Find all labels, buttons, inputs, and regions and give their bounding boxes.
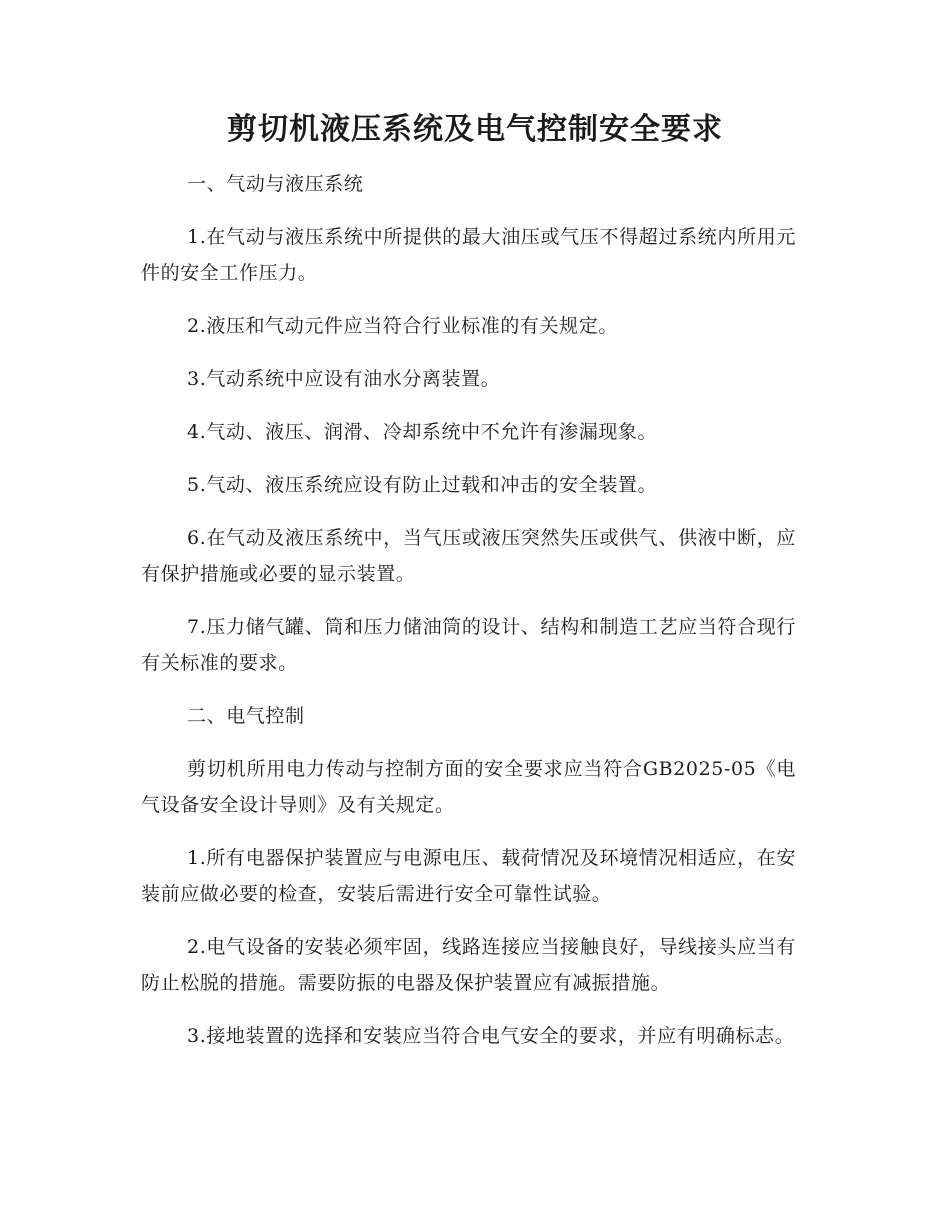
section-heading-pneumatic-hydraulic: 一、气动与液压系统 [187, 173, 364, 195]
paragraph-item-3: 3.气动系统中应设有油水分离装置。 [187, 368, 501, 390]
document-title: 剪切机液压系统及电气控制安全要求 [227, 112, 723, 147]
paragraph-item-1: 1.在气动与液压系统中所提供的最大油压或气压不得超过系统内所用元件的安全工作压力。 [141, 226, 796, 284]
paragraph-item-4: 4.气动、液压、润滑、冷却系统中不允许有渗漏现象。 [187, 421, 658, 443]
paragraph-item-2: 2.液压和气动元件应当符合行业标准的有关规定。 [187, 315, 618, 337]
paragraph-electrical-3: 3.接地装置的选择和安装应当符合电气安全的要求，并应有明确标志。 [187, 1025, 795, 1047]
section-heading-electrical: 二、电气控制 [187, 705, 305, 727]
paragraph-electrical-2: 2.电气设备的安装必须牢固，线路连接应当接触良好，导线接头应当有防止松脱的措施。需要防振的电器及保护装置应有减振措施。 [141, 936, 796, 994]
paragraph-item-5: 5.气动、液压系统应设有防止过载和冲击的安全装置。 [187, 474, 658, 496]
paragraph-item-6: 6.在气动及液压系统中，当气压或液压突然失压或供气、供液中断，应有保护措施或必要的显示装置。 [141, 527, 796, 585]
document-body [141, 166, 796, 1071]
paragraph-electrical-intro: 剪切机所用电力传动与控制方面的安全要求应当符合GB2025-05《电气设备安全设计导则》及有关规定。 [141, 758, 796, 816]
paragraph-electrical-1: 1.所有电器保护装置应与电源电压、载荷情况及环境情况相适应，在安装前应做必要的检查，安装后需进行安全可靠性试验。 [141, 847, 796, 905]
paragraph-item-7: 7.压力储气罐、筒和压力储油筒的设计、结构和制造工艺应当符合现行有关标准的要求。 [141, 616, 796, 674]
